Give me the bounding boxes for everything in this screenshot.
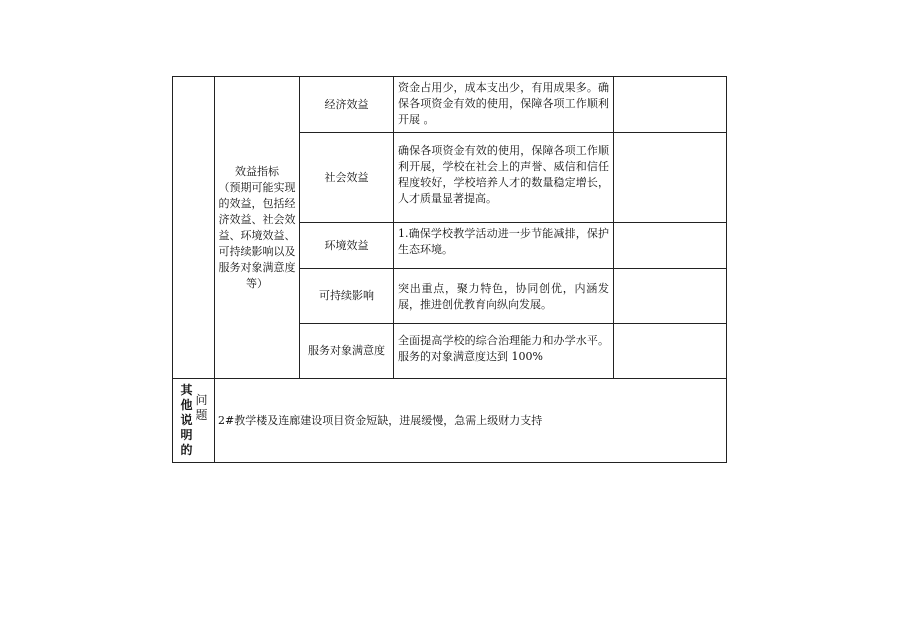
indicator-economic	[299, 76, 394, 133]
category-cell	[214, 76, 300, 379]
other-notes-content: 2#教学楼及连廊建设项目资金短缺，进展缓慢，急需上级财力支持	[218, 413, 543, 427]
indicator-sustainability	[299, 268, 394, 324]
indicator-environment	[299, 222, 394, 269]
other-notes-label: 其他说明的	[180, 383, 193, 457]
indicator-satisfaction	[299, 323, 394, 379]
content-text: 确保各项资金有效的使用，保障各项工作顺利开展，学校在社会上的声誉、威信和信任程度较好，学校培养人才的数量稳定增长，人才质量显著提高。	[398, 144, 609, 205]
indicator-label: 社会效益	[324, 170, 369, 184]
content-text: 全面提高学校的综合治理能力和办学水平。服务的对象满意度达到 100%	[398, 334, 609, 363]
extra-social	[613, 132, 727, 223]
indicator-label: 可持续影响	[319, 289, 374, 302]
category-label	[217, 164, 297, 292]
extra-satisfaction	[613, 323, 727, 379]
extra-environment	[613, 222, 727, 269]
extra-economic	[613, 76, 727, 133]
content-text: 资金占用少，成本支出少，有用成果多。确保各项资金有效的使用，保障各项工作顺利开展 。	[398, 81, 609, 126]
other-notes-label-cell	[172, 378, 215, 463]
extra-sustainability	[613, 268, 727, 324]
performance-table	[172, 76, 727, 463]
indicator-label: 服务对象满意度	[308, 344, 385, 357]
content-sustainability	[393, 268, 614, 324]
indicator-label: 环境效益	[324, 238, 369, 252]
other-notes-content-cell	[214, 378, 727, 463]
other-notes-label-suffix: 问题	[195, 392, 208, 422]
blank-left-cell	[172, 76, 215, 379]
content-environment	[393, 222, 614, 269]
indicator-label: 经济效益	[324, 97, 369, 111]
content-text: 突出重点，聚力特色，协同创优，内涵发展，推进创优教育向纵向发展。	[398, 282, 609, 311]
category-title: 效益指标	[235, 164, 279, 178]
indicator-social	[299, 132, 394, 223]
content-satisfaction	[393, 323, 614, 379]
content-text: 1.确保学校教学活动进一步节能减排，保护生态环境。	[398, 227, 609, 256]
content-economic	[393, 76, 614, 133]
category-note: （预期可能实现的效益，包括经济效益、社会效益、环境效益、可持续影响以及服务对象满意度等）	[218, 180, 296, 290]
content-social	[393, 132, 614, 223]
